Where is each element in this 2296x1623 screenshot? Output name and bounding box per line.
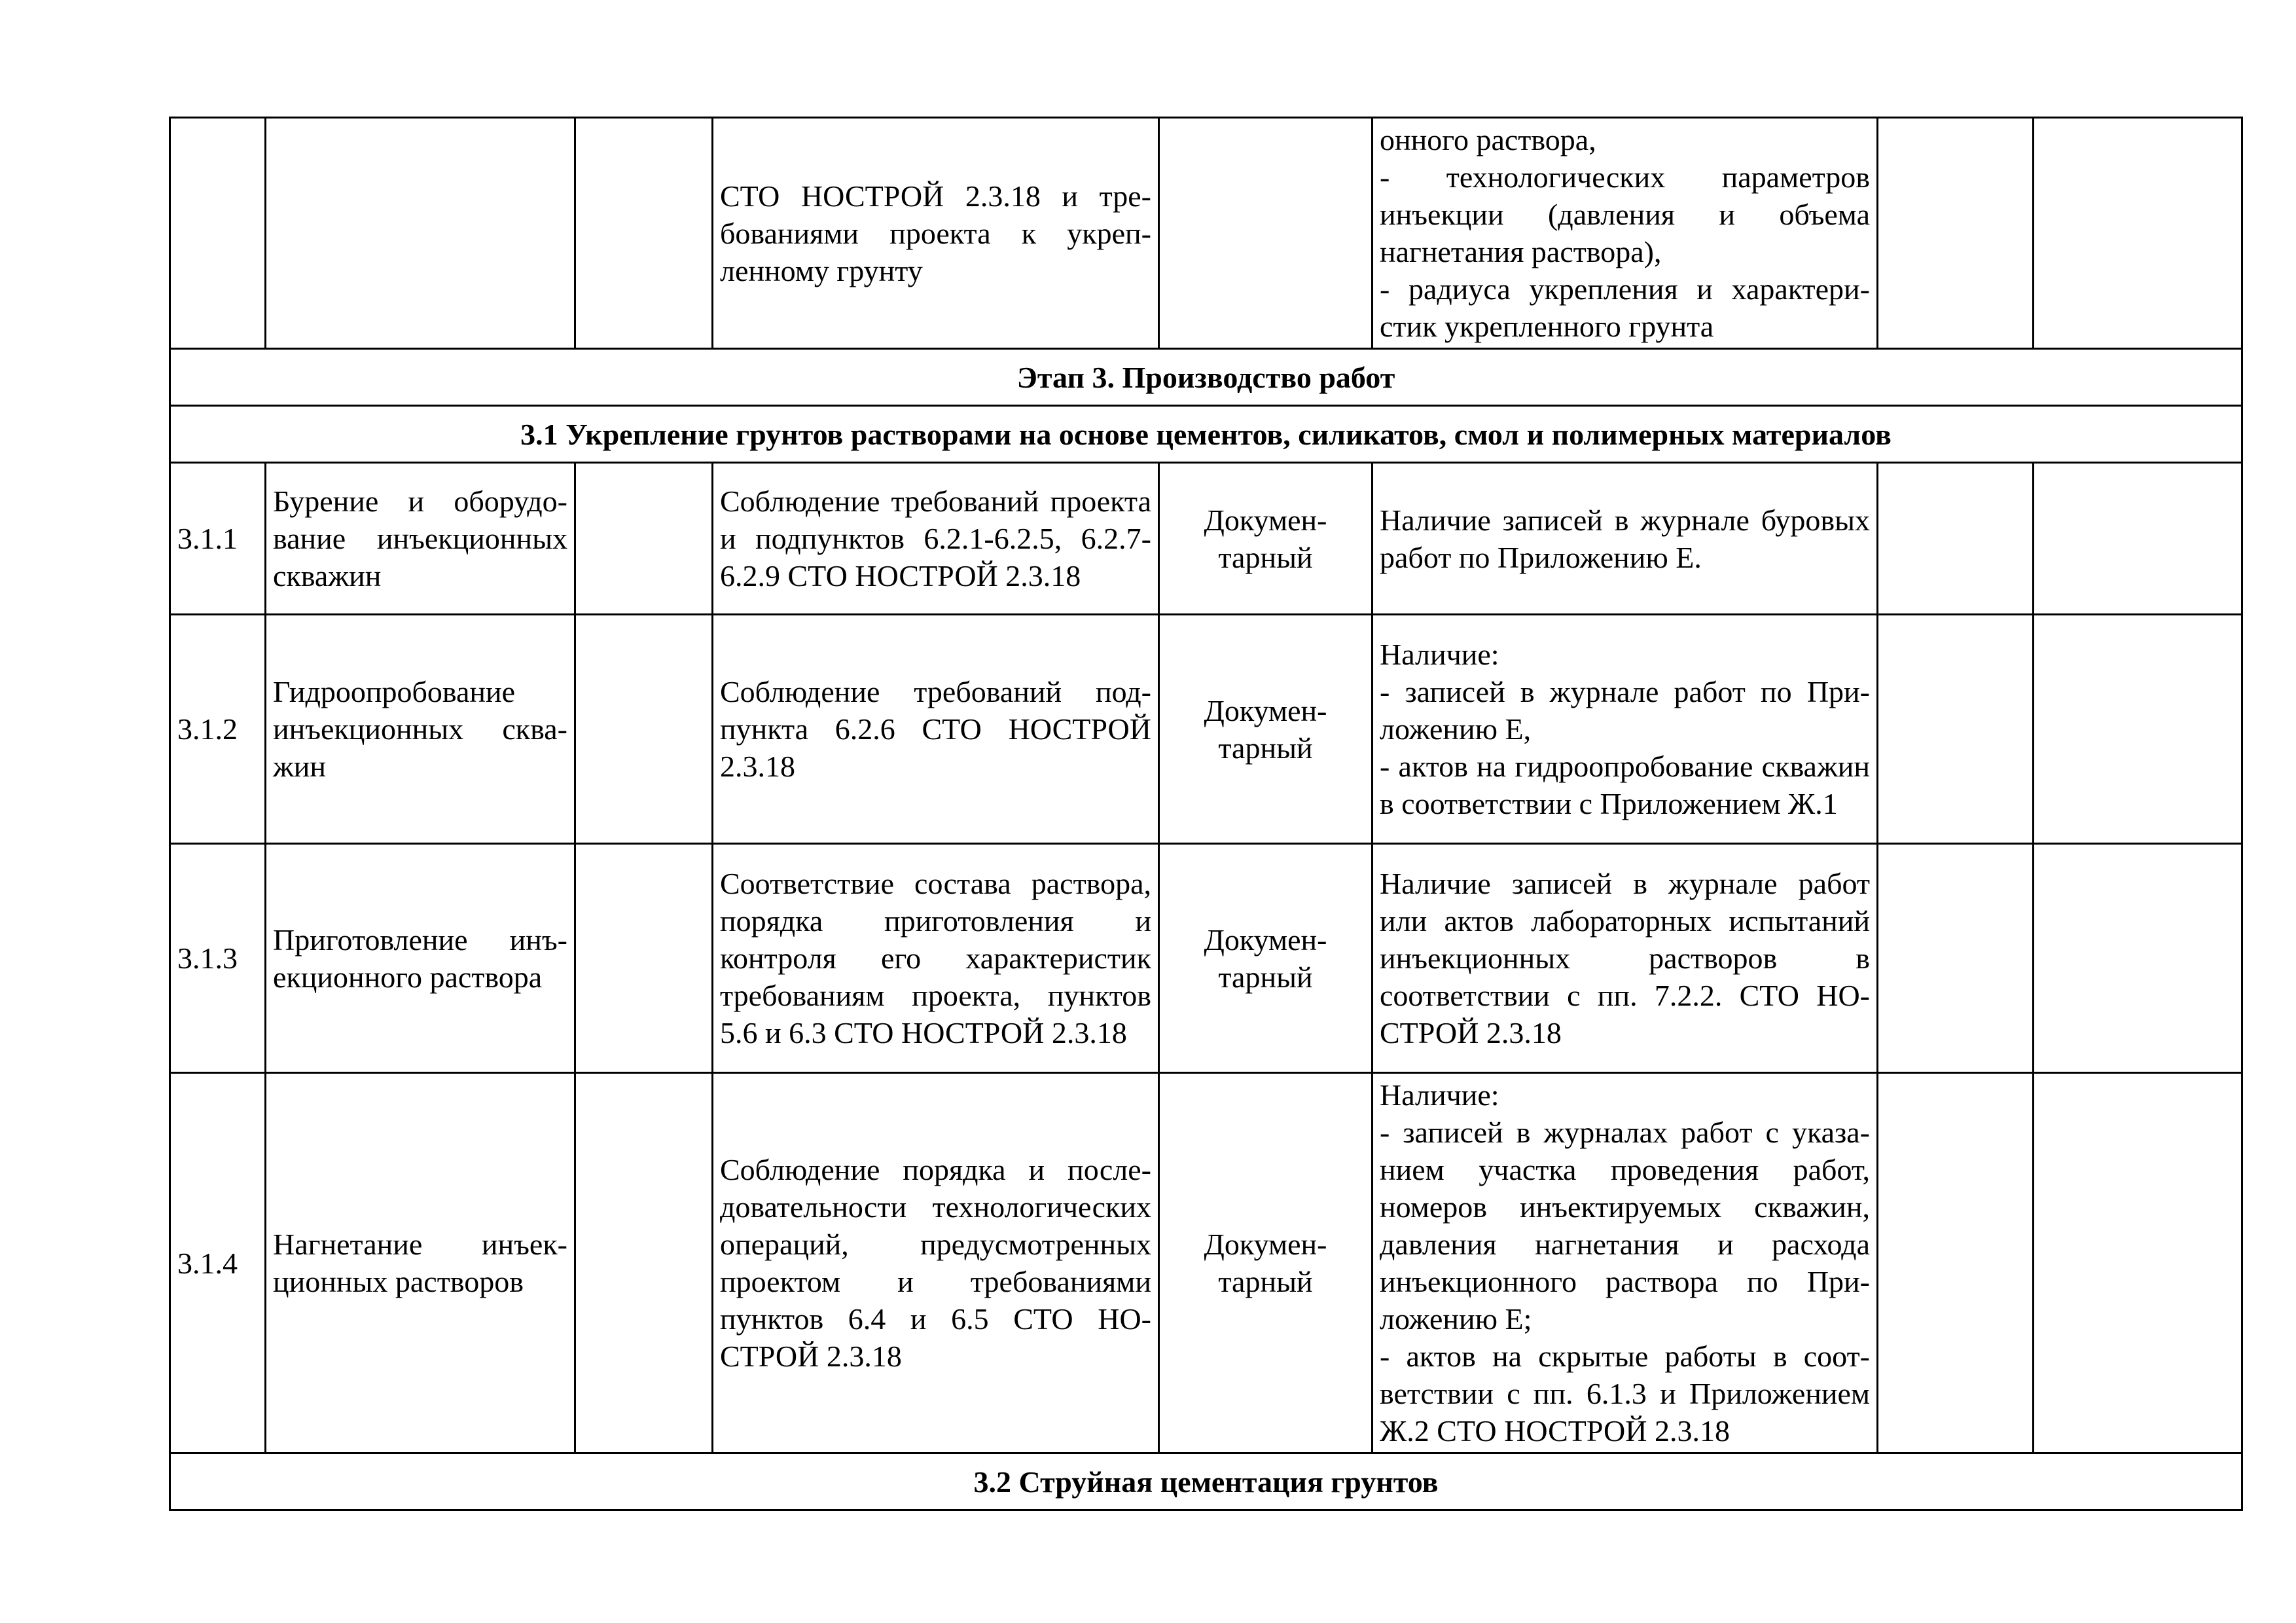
cell-control-method: Документарный [1159,844,1372,1073]
cell-number: 3.1.1 [170,463,266,615]
cell-empty [1878,844,2034,1073]
section-heading-row [170,1453,2242,1510]
evidence-line: - записей в журнале работ по Приложению Е, [1380,675,1870,746]
cell-requirement: СТО НОСТРОЙ 2.3.18 и требованиями проекта к укрепленному грунту [713,118,1159,349]
cell-number: 3.1.2 [170,615,266,844]
cell-evidence [1372,118,1878,349]
cell-empty [575,844,713,1073]
cell-requirement: Соблюдение требований проекта и подпунктов 6.2.1-6.2.5, 6.2.7-6.2.9 СТО НОСТРОЙ 2.3.18 [713,463,1159,615]
cell-work-name: Нагнетание инъекционных растворов [266,1073,575,1453]
document-page [169,117,2241,1511]
cell-work-name [266,118,575,349]
cell-evidence [1372,1073,1878,1453]
section-heading: 3.2 Струйная цементация грунтов [170,1453,2242,1510]
cell-work-name: Приготовление инъекционного раствора [266,844,575,1073]
cell-evidence [1372,844,1878,1073]
cell-requirement: Соблюдение порядка и последовательности технологических операций, предусмотренных проектом и требованиями пунктов 6.4 и 6.5 СТО НОСТРОЙ 2.3.18 [713,1073,1159,1453]
evidence-line: Наличие: [1380,638,1499,671]
cell-number: 3.1.3 [170,844,266,1073]
cell-requirement: Соответствие состава раствора, порядка приготовления и контроля его характеристик требованиям проекта, пунктов 5.6 и 6.3 СТО НОСТРОЙ 2.3.18 [713,844,1159,1073]
evidence-line: - технологических параметров инъекции (давления и объема нагнетания раствора), [1380,160,1870,268]
cell-control-method: Документарный [1159,463,1372,615]
cell-work-name: Гидроопробование инъекционных скважин [266,615,575,844]
cell-number [170,118,266,349]
cell-empty [2034,844,2242,1073]
evidence-line: - актов на скрытые работы в соответствии с пп. 6.1.3 и Приложением Ж.2 СТО НОСТРОЙ 2.3.18 [1380,1340,1870,1448]
cell-work-name: Бурение и оборудование инъекционных скважин [266,463,575,615]
cell-empty [575,118,713,349]
evidence-line: - актов на гидроопробование скважин в соответствии с Приложением Ж.1 [1380,750,1870,820]
evidence-line: Наличие: [1380,1078,1499,1112]
table-row-continuation [170,118,2242,349]
cell-empty [575,1073,713,1453]
cell-control-method: Документарный [1159,615,1372,844]
cell-empty [2034,615,2242,844]
evidence-line: Наличие записей в журнале буровых работ по Приложению Е. [1380,503,1870,574]
cell-empty [575,615,713,844]
evidence-line: Наличие записей в журнале работ или актов лабораторных испытаний инъекционных растворов в соответствии с пп. 7.2.2. СТО НОСТРОЙ 2.3.18 [1380,867,1870,1049]
cell-empty [2034,463,2242,615]
stage-heading-row [170,349,2242,406]
cell-empty [575,463,713,615]
cell-evidence [1372,463,1878,615]
cell-empty [1878,463,2034,615]
section-heading-row [170,406,2242,463]
evidence-line: - записей в журналах работ с указанием участка проведения работ, номеров инъектируемых скважин, давления нагнетания и расхода инъекционного раствора по Приложению Е; [1380,1116,1870,1336]
cell-empty [1878,118,2034,349]
table-row [170,844,2242,1073]
inspection-table [169,117,2243,1511]
cell-empty [2034,118,2242,349]
cell-evidence [1372,615,1878,844]
stage-heading: Этап 3. Производство работ [170,349,2242,406]
table-row [170,615,2242,844]
cell-control-method: Документарный [1159,1073,1372,1453]
section-heading: 3.1 Укрепление грунтов растворами на основе цементов, силикатов, смол и полимерных материалов [170,406,2242,463]
cell-empty [1878,615,2034,844]
cell-control-method [1159,118,1372,349]
cell-empty [1878,1073,2034,1453]
cell-number: 3.1.4 [170,1073,266,1453]
evidence-line: онного раствора, [1380,123,1596,156]
table-row [170,463,2242,615]
cell-requirement: Соблюдение требований подпункта 6.2.6 СТО НОСТРОЙ 2.3.18 [713,615,1159,844]
table-row [170,1073,2242,1453]
cell-empty [2034,1073,2242,1453]
evidence-line: - радиуса укрепления и характеристик укрепленного грунта [1380,272,1870,343]
